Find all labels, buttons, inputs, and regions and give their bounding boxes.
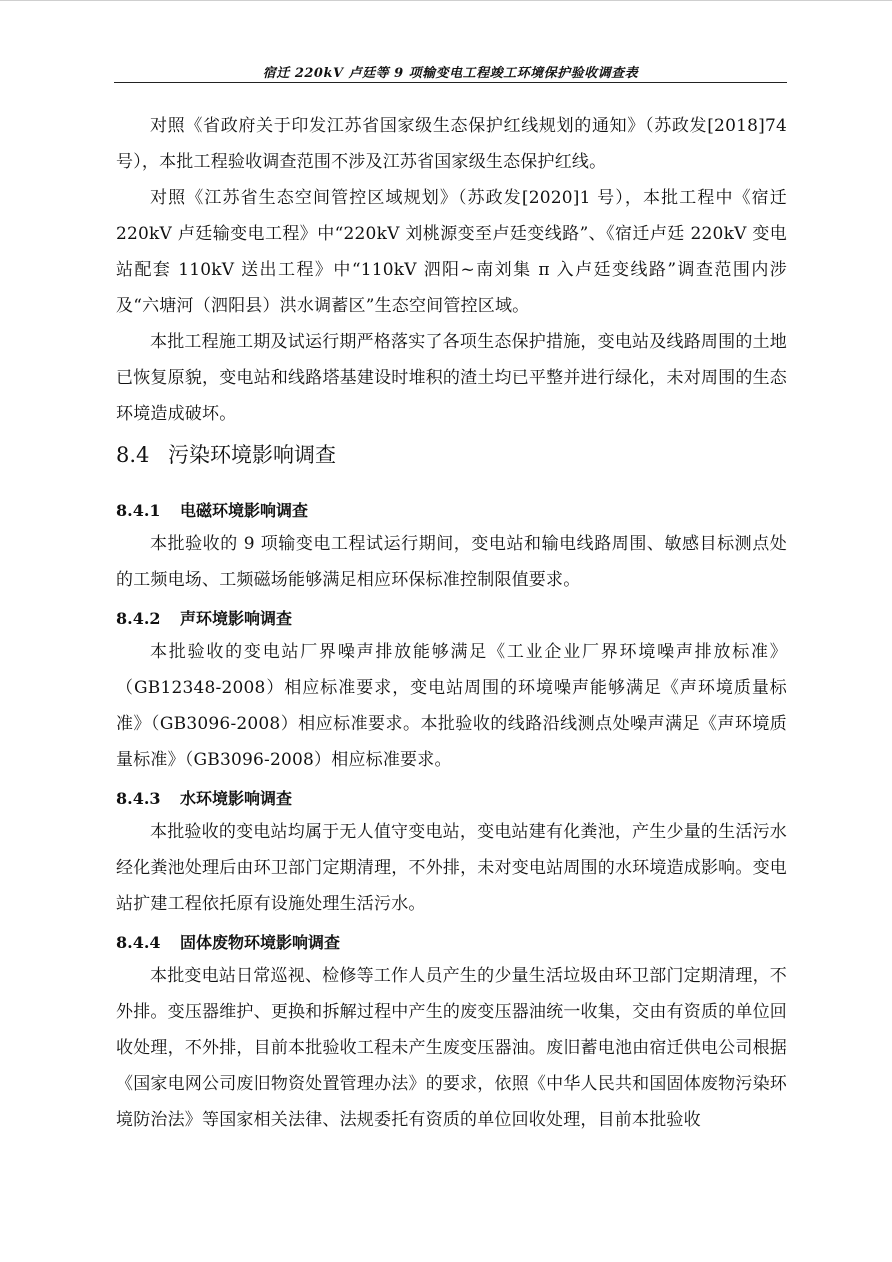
section-heading [116,438,787,472]
page-top-edge [0,0,892,1]
paragraph-water: 本批验收的变电站均属于无人值守变电站，变电站建有化粪池，产生少量的生活污水经化粪池处理后由环卫部门定期清理，不外排，未对变电站周围的水环境造成影响。变电站扩建工程依托原有设施处理生活污水。 [116,822,787,914]
subsection-number: 8.4.2 [116,609,161,628]
paragraph-ecological-red-line: 对照《省政府关于印发江苏省国家级生态保护红线规划的通知》（苏政发[2018]74号），本批工程验收调查范围不涉及江苏省国家级生态保护红线。 [116,116,787,172]
subsection-number: 8.4.4 [116,933,161,952]
subsection-title: 电磁环境影响调查 [180,501,309,520]
subsection-title: 声环境影响调查 [180,609,293,628]
paragraph-ecological-measures: 本批工程施工期及试运行期严格落实了各项生态保护措施，变电站及线路周围的土地已恢复原貌，变电站和线路塔基建设时堆积的渣土均已平整并进行绿化，未对周围的生态环境造成破坏。 [116,332,787,424]
subsection-heading-solid-waste [116,928,787,958]
subsection-title: 固体废物环境影响调查 [180,933,341,952]
paragraph-solid-waste: 本批变电站日常巡视、检修等工作人员产生的少量生活垃圾由环卫部门定期清理，不外排。变压器维护、更换和拆解过程中产生的废变压器油统一收集，交由有资质的单位回收处理，不外排，目前本批验收工程未产生废变压器油。废旧蓄电池由宿迁供电公司根据《国家电网公司废旧物资处置管理办法》的要求，依照《中华人民共和国固体废物污染环境防治法》等国家相关法律、法规委托有资质的单位回收处理，目前本批验收 [116,966,787,1130]
subsection-heading-noise [116,604,787,634]
subsection-heading-electromagnetic [116,496,787,526]
subsection-heading-water [116,784,787,814]
document-body [116,108,787,1138]
section-number: 8.4 [116,443,150,467]
header-rule [114,82,787,83]
paragraph-noise: 本批验收的变电站厂界噪声排放能够满足《工业企业厂界环境噪声排放标准》（GB12348-2008）相应标准要求，变电站周围的环境噪声能够满足《声环境质量标准》（GB3096-2008）相应标准要求。本批验收的线路沿线测点处噪声满足《声环境质量标准》（GB3096-2008）相应标准要求。 [116,642,787,770]
subsection-title: 水环境影响调查 [180,789,293,808]
paragraph-electromagnetic: 本批验收的 9 项输变电工程试运行期间，变电站和输电线路周围、敏感目标测点处的工频电场、工频磁场能够满足相应环保标准控制限值要求。 [116,534,787,590]
section-title: 污染环境影响调查 [168,443,336,467]
subsection-number: 8.4.1 [116,501,161,520]
paragraph-ecological-space-control: 对照《江苏省生态空间管控区域规划》（苏政发[2020]1 号），本批工程中《宿迁 220kV 卢廷输变电工程》中“220kV 刘桃源变至卢廷变线路”、《宿迁卢廷 220kV 变电站配套 110kV 送出工程》中“110kV 泗阳~南刘集 π 入卢廷变线路”调查范围内涉及“六塘河（泗阳县）洪水调蓄区”生态空间管控区域。 [116,188,787,316]
page-header-title: 宿迁 220kV 卢廷等 9 项输变电工程竣工环境保护验收调查表 [262,66,639,81]
subsection-number: 8.4.3 [116,789,161,808]
